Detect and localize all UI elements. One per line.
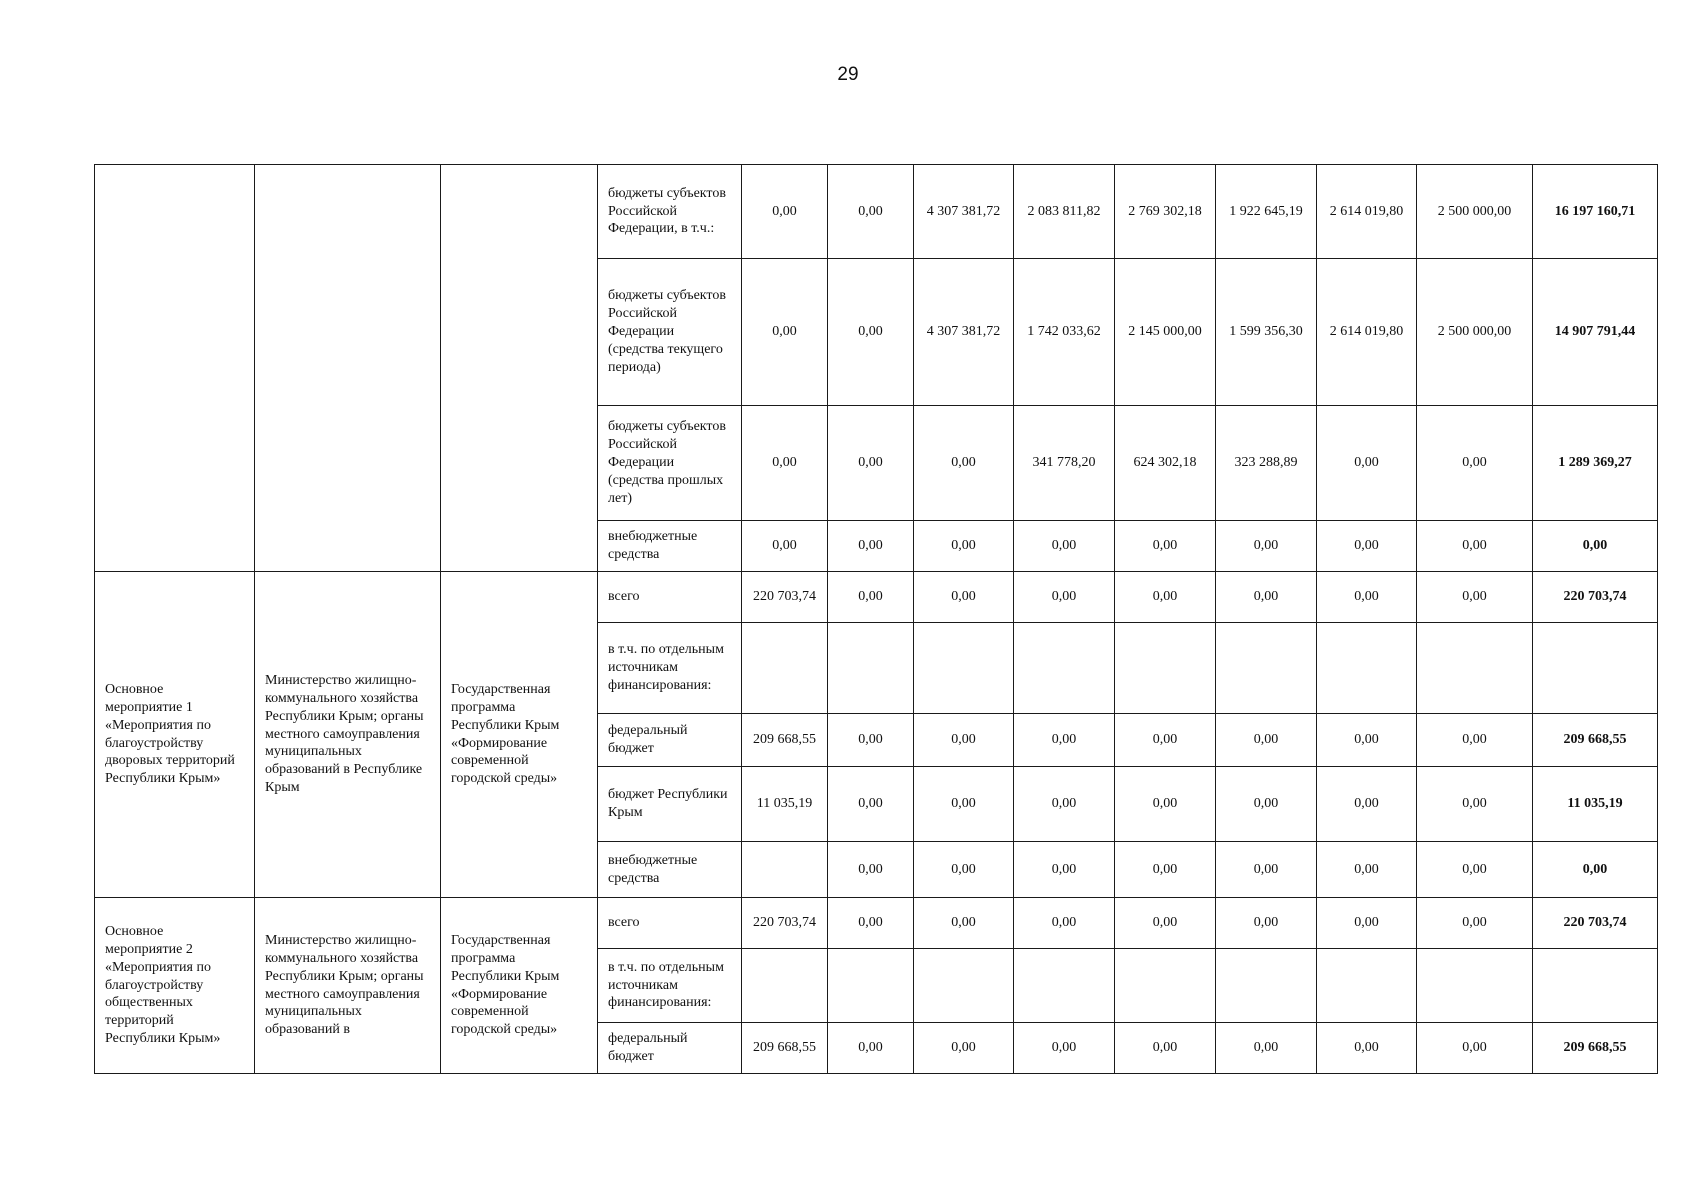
total-cell: 220 703,74 bbox=[1533, 572, 1658, 623]
total-cell bbox=[1533, 623, 1658, 714]
total-cell: 14 907 791,44 bbox=[1533, 259, 1658, 406]
value-cell: 220 703,74 bbox=[742, 898, 828, 949]
value-cell: 0,00 bbox=[1317, 714, 1417, 767]
funding-source-cell: всего bbox=[598, 572, 742, 623]
value-cell: 11 035,19 bbox=[742, 767, 828, 842]
value-cell: 0,00 bbox=[1216, 898, 1317, 949]
value-cell: 0,00 bbox=[1417, 767, 1533, 842]
value-cell: 0,00 bbox=[1115, 714, 1216, 767]
value-cell: 0,00 bbox=[1115, 898, 1216, 949]
value-cell: 0,00 bbox=[828, 842, 914, 898]
value-cell: 2 145 000,00 bbox=[1115, 259, 1216, 406]
activity-name-cell: Основное мероприятие 2 «Мероприятия по благоустройству общественных территорий Республики Крым» bbox=[95, 898, 255, 1074]
value-cell: 0,00 bbox=[828, 572, 914, 623]
value-cell bbox=[1014, 623, 1115, 714]
value-cell: 0,00 bbox=[828, 714, 914, 767]
value-cell: 0,00 bbox=[828, 767, 914, 842]
value-cell: 624 302,18 bbox=[1115, 406, 1216, 521]
funding-source-cell: бюджеты субъектов Российской Федерации (средства прошлых лет) bbox=[598, 406, 742, 521]
value-cell: 0,00 bbox=[1115, 767, 1216, 842]
value-cell: 0,00 bbox=[1014, 767, 1115, 842]
total-cell: 0,00 bbox=[1533, 521, 1658, 572]
value-cell: 323 288,89 bbox=[1216, 406, 1317, 521]
value-cell: 2 769 302,18 bbox=[1115, 165, 1216, 259]
executor-cell bbox=[255, 165, 441, 572]
value-cell bbox=[1417, 949, 1533, 1023]
value-cell: 209 668,55 bbox=[742, 714, 828, 767]
value-cell: 220 703,74 bbox=[742, 572, 828, 623]
total-cell: 220 703,74 bbox=[1533, 898, 1658, 949]
executor-cell: Министерство жилищно-коммунального хозяйства Республики Крым; органы местного самоуправления муниципальных образований в Республике Крым bbox=[255, 572, 441, 898]
program-cell bbox=[441, 165, 598, 572]
total-cell: 0,00 bbox=[1533, 842, 1658, 898]
value-cell: 2 083 811,82 bbox=[1014, 165, 1115, 259]
value-cell: 0,00 bbox=[1417, 714, 1533, 767]
value-cell: 0,00 bbox=[1115, 572, 1216, 623]
value-cell: 0,00 bbox=[1014, 714, 1115, 767]
value-cell: 0,00 bbox=[914, 714, 1014, 767]
value-cell: 341 778,20 bbox=[1014, 406, 1115, 521]
funding-source-cell: всего bbox=[598, 898, 742, 949]
value-cell bbox=[1115, 949, 1216, 1023]
value-cell: 0,00 bbox=[828, 165, 914, 259]
table-row bbox=[95, 572, 1658, 623]
value-cell: 0,00 bbox=[828, 1023, 914, 1074]
value-cell: 0,00 bbox=[914, 1023, 1014, 1074]
table-row bbox=[95, 165, 1658, 259]
value-cell: 0,00 bbox=[914, 842, 1014, 898]
value-cell: 0,00 bbox=[1014, 572, 1115, 623]
value-cell: 0,00 bbox=[1317, 521, 1417, 572]
total-cell: 16 197 160,71 bbox=[1533, 165, 1658, 259]
value-cell: 209 668,55 bbox=[742, 1023, 828, 1074]
value-cell: 0,00 bbox=[742, 521, 828, 572]
value-cell: 4 307 381,72 bbox=[914, 259, 1014, 406]
value-cell: 2 614 019,80 bbox=[1317, 165, 1417, 259]
value-cell: 0,00 bbox=[1317, 572, 1417, 623]
value-cell: 0,00 bbox=[914, 767, 1014, 842]
funding-source-cell: федеральный бюджет bbox=[598, 1023, 742, 1074]
value-cell: 0,00 bbox=[1014, 521, 1115, 572]
value-cell bbox=[1216, 623, 1317, 714]
value-cell: 0,00 bbox=[914, 521, 1014, 572]
funding-source-cell: внебюджетные средства bbox=[598, 842, 742, 898]
value-cell: 0,00 bbox=[742, 406, 828, 521]
value-cell: 0,00 bbox=[1317, 898, 1417, 949]
value-cell bbox=[914, 623, 1014, 714]
value-cell: 1 599 356,30 bbox=[1216, 259, 1317, 406]
value-cell: 0,00 bbox=[914, 406, 1014, 521]
value-cell: 0,00 bbox=[1417, 572, 1533, 623]
value-cell: 1 742 033,62 bbox=[1014, 259, 1115, 406]
funding-table bbox=[94, 164, 1658, 1074]
value-cell bbox=[914, 949, 1014, 1023]
value-cell bbox=[1014, 949, 1115, 1023]
value-cell: 0,00 bbox=[1317, 842, 1417, 898]
value-cell bbox=[742, 949, 828, 1023]
value-cell: 0,00 bbox=[1317, 1023, 1417, 1074]
value-cell: 0,00 bbox=[1115, 1023, 1216, 1074]
total-cell: 209 668,55 bbox=[1533, 714, 1658, 767]
total-cell: 11 035,19 bbox=[1533, 767, 1658, 842]
activity-cell bbox=[95, 165, 255, 572]
value-cell bbox=[742, 842, 828, 898]
value-cell: 0,00 bbox=[1417, 898, 1533, 949]
funding-source-cell: бюджеты субъектов Российской Федерации (средства текущего периода) bbox=[598, 259, 742, 406]
value-cell: 0,00 bbox=[1014, 898, 1115, 949]
table-row bbox=[95, 898, 1658, 949]
value-cell: 0,00 bbox=[1115, 842, 1216, 898]
program-cell: Государственная программа Республики Крым «Формирование современной городской среды» bbox=[441, 572, 598, 898]
value-cell: 2 500 000,00 bbox=[1417, 259, 1533, 406]
value-cell bbox=[1216, 949, 1317, 1023]
value-cell: 4 307 381,72 bbox=[914, 165, 1014, 259]
funding-source-cell: внебюджетные средства bbox=[598, 521, 742, 572]
value-cell: 0,00 bbox=[1317, 406, 1417, 521]
funding-source-cell: федеральный бюджет bbox=[598, 714, 742, 767]
total-cell: 209 668,55 bbox=[1533, 1023, 1658, 1074]
value-cell: 0,00 bbox=[1216, 572, 1317, 623]
value-cell: 0,00 bbox=[1216, 714, 1317, 767]
value-cell bbox=[1317, 623, 1417, 714]
value-cell: 0,00 bbox=[1216, 767, 1317, 842]
value-cell bbox=[828, 949, 914, 1023]
value-cell: 0,00 bbox=[1216, 842, 1317, 898]
value-cell: 0,00 bbox=[828, 259, 914, 406]
value-cell: 0,00 bbox=[1417, 521, 1533, 572]
value-cell: 0,00 bbox=[828, 898, 914, 949]
total-cell: 1 289 369,27 bbox=[1533, 406, 1658, 521]
funding-source-cell: бюджеты субъектов Российской Федерации, в т.ч.: bbox=[598, 165, 742, 259]
page-number: 29 bbox=[837, 64, 859, 85]
total-cell bbox=[1533, 949, 1658, 1023]
value-cell: 0,00 bbox=[1216, 521, 1317, 572]
value-cell bbox=[1417, 623, 1533, 714]
value-cell: 1 922 645,19 bbox=[1216, 165, 1317, 259]
value-cell bbox=[742, 623, 828, 714]
value-cell: 0,00 bbox=[1216, 1023, 1317, 1074]
value-cell: 0,00 bbox=[1417, 842, 1533, 898]
value-cell: 0,00 bbox=[1014, 842, 1115, 898]
value-cell: 0,00 bbox=[828, 406, 914, 521]
funding-source-cell: в т.ч. по отдельным источникам финансирования: bbox=[598, 623, 742, 714]
value-cell: 0,00 bbox=[1417, 406, 1533, 521]
value-cell: 0,00 bbox=[914, 898, 1014, 949]
value-cell: 2 614 019,80 bbox=[1317, 259, 1417, 406]
value-cell: 0,00 bbox=[1115, 521, 1216, 572]
value-cell: 0,00 bbox=[742, 259, 828, 406]
value-cell bbox=[828, 623, 914, 714]
value-cell bbox=[1115, 623, 1216, 714]
value-cell: 0,00 bbox=[742, 165, 828, 259]
value-cell bbox=[1317, 949, 1417, 1023]
executor-cell: Министерство жилищно-коммунального хозяйства Республики Крым; органы местного самоуправления муниципальных образований в bbox=[255, 898, 441, 1074]
value-cell: 0,00 bbox=[828, 521, 914, 572]
value-cell: 0,00 bbox=[1014, 1023, 1115, 1074]
value-cell: 0,00 bbox=[1417, 1023, 1533, 1074]
value-cell: 0,00 bbox=[1317, 767, 1417, 842]
value-cell: 2 500 000,00 bbox=[1417, 165, 1533, 259]
program-cell: Государственная программа Республики Крым «Формирование современной городской среды» bbox=[441, 898, 598, 1074]
activity-name-cell: Основное мероприятие 1 «Мероприятия по благоустройству дворовых территорий Республики Крым» bbox=[95, 572, 255, 898]
funding-source-cell: бюджет Республики Крым bbox=[598, 767, 742, 842]
value-cell: 0,00 bbox=[914, 572, 1014, 623]
funding-source-cell: в т.ч. по отдельным источникам финансирования: bbox=[598, 949, 742, 1023]
